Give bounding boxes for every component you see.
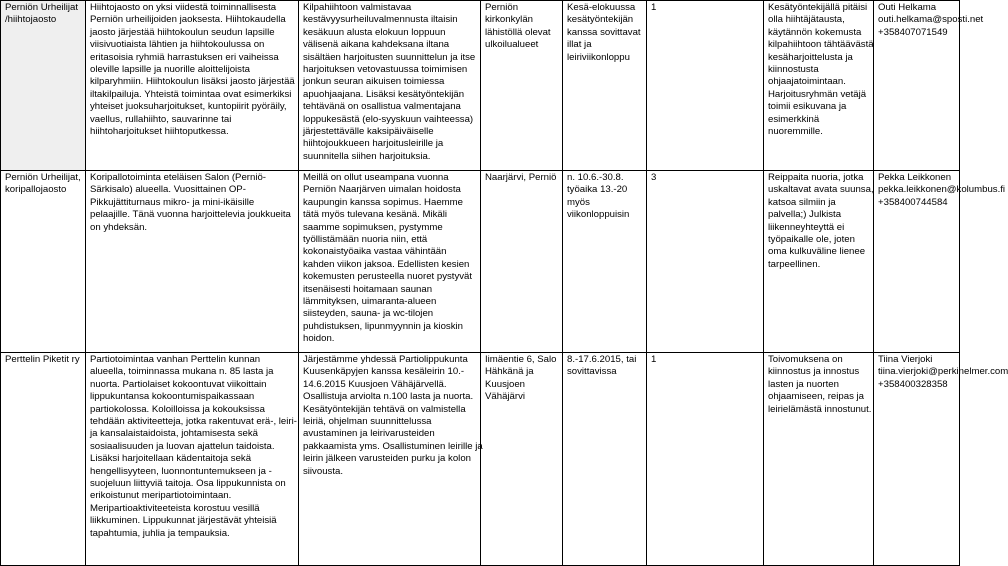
- cell-text-line: Iimäentie 6, Salo: [485, 354, 557, 365]
- cell-text-line: Perniön Urheilijat,: [5, 172, 81, 183]
- cell-text-line: Kuusenkäpyjen kanssa kesäleirin 10.-: [303, 366, 465, 378]
- cell-text-line: työaika 13.-20: [567, 184, 628, 196]
- cell-text-line: Järjestämme yhdessä Partiolippukunta: [303, 354, 468, 365]
- contact-cell: [874, 1, 984, 171]
- cell-text-line: Partiotoimintaa vanhan Perttelin kunnan: [90, 354, 261, 365]
- cell-text-line: tapahtumia, juhlia ja tempauksia.: [90, 527, 230, 539]
- cell-text-line: tehdään aktiviteetteja, jotka rakentuvat erä-, leiri-: [90, 416, 297, 428]
- cell-text-line: Naarjärvi, Perniö: [485, 172, 557, 183]
- cell-text-line: Pekka Leikkonen: [878, 172, 952, 183]
- table-row: [1, 171, 960, 353]
- table-body: [1, 1, 1008, 566]
- cell-text-line: siisteyden, sauna- ja wc-tilojen: [303, 308, 434, 320]
- cell-text-line: outi.helkama@sposti.net: [878, 14, 984, 26]
- cell-text-line: Kesä-elokuussa: [567, 2, 636, 13]
- cell-text-line: Perniön Urheilijat: [5, 2, 79, 13]
- location-cell: [481, 1, 563, 171]
- cell-text-line: /hiihtojaosto: [5, 14, 57, 26]
- cell-text-line: kanssa sovittavat: [567, 26, 641, 38]
- cell-text-line: tätä myös tulevana kesänä. Mikäli: [303, 209, 447, 221]
- cell-text-line: kilparyhmiin. Hiihtokoulun lisäksi jaosto järjestää: [90, 76, 295, 88]
- cell-text-line: koripallojaosto: [5, 184, 67, 196]
- cell-text-line: Harjoitusryhmän vetäjä: [768, 88, 867, 100]
- cell-text-line: kilpahiihtoon tähtäävästä: [768, 39, 874, 51]
- cell-text-line: lippukuntansa kokoontumispaikassaan: [90, 391, 255, 403]
- cell-text-line: viisivuotiaista lähtien ja hiihtokoulussa on: [90, 39, 265, 51]
- cell-text-line: oleville lapsille ja nuorille aloittelijoista: [90, 64, 250, 76]
- cell-text-line: ohjaamiseen, reipas ja: [768, 391, 864, 403]
- cell-text-line: +358400328358: [878, 378, 948, 390]
- cell-text-line: palvella;) Julkista: [768, 209, 842, 221]
- cell-text-line: hoidon.: [303, 333, 335, 345]
- cell-text-line: Koripallotoiminta eteläisen Salon (Perniö-: [90, 172, 266, 183]
- cell-text-line: loppukesästä (elo-syyskuun vaihteessa): [303, 113, 474, 125]
- cell-text-line: Reippaita nuoria, jotka: [768, 172, 864, 183]
- cell-text-line: lasten ja nuorten: [768, 378, 839, 390]
- cell-text-line: +358407071549: [878, 26, 948, 38]
- cell-text-line: lämmityksen, uimaranta-alueen: [303, 296, 437, 308]
- cell-text-line: Pikkujättiturnaus mikro- ja mini-ikäisille: [90, 196, 255, 208]
- cell-text-line: oma kulkuväline lienee: [768, 246, 866, 258]
- cell-text-line: saamme sopimuksen, pystymme: [303, 221, 443, 233]
- cell-text-line: liikenneyhteyttä ei: [768, 221, 845, 233]
- cell-text-line: +358400744584: [878, 196, 948, 208]
- requirements-cell: [764, 1, 874, 171]
- location-cell: [481, 353, 563, 566]
- cell-text-line: sosiaalisuuden ja luovan ajattelun taidoista.: [90, 440, 275, 452]
- cell-text-line: Perniön urheilijoiden jaoksesta. Hiihtokaudella: [90, 14, 286, 26]
- cell-text-line: lähistöllä olevat: [485, 26, 551, 38]
- cell-text-line: sovittavissa: [567, 366, 617, 378]
- cell-text-line: pakkaamista yms. Osallistuminen leirille ja: [303, 440, 483, 452]
- cell-text-line: Meripartioaktiviteeteista korostuu vesillä: [90, 502, 260, 514]
- cell-text-line: jaosto järjestää hiihtokoulun seudun lapsille: [90, 26, 275, 38]
- requirements-cell: [764, 171, 874, 353]
- cell-text-line: vaellus, rullahiihto, sauvarinne tai: [90, 113, 232, 125]
- cell-text-line: toimii esikuvana ja: [768, 101, 847, 113]
- cell-text-line: Perniön Naarjärven uimalan hoidosta: [303, 184, 461, 196]
- cell-text-line: esimerkkinä: [768, 113, 820, 125]
- cell-text-line: puhdistuksen, lipunmyynnin ja kioskin: [303, 320, 463, 332]
- cell-text-line: Osallistuja arviolta n.100 lasta ja nuorta.: [303, 391, 474, 403]
- cell-text-line: jonkun seuran aikuisen toimiessa: [303, 76, 445, 88]
- activity-description-cell: [86, 171, 299, 353]
- cell-text-line: käytännön kokemusta: [768, 26, 862, 38]
- cell-text-line: kokemusten perusteella nuoret pystyvät: [303, 271, 473, 283]
- contact-cell: [874, 353, 1008, 566]
- cell-text-line: hiihtoharjoitukset hiihtoputkessa.: [90, 126, 229, 138]
- cell-text-line: leiriä, ohjelman suunnittelussa: [303, 416, 432, 428]
- cell-text-line: työllistämään nuoria niin, että: [303, 234, 428, 246]
- cell-text-line: kahden viikon jaksoa. Edellisten kesien: [303, 258, 470, 270]
- cell-text-line: Perniön: [485, 2, 519, 13]
- contact-cell: [874, 171, 1006, 353]
- cell-text-line: kokonaistyöaika vastaa vähintään: [303, 246, 447, 258]
- cell-text-line: välisenä aikana kahdeksana iltana: [303, 39, 450, 51]
- cell-text-line: pekka.leikkonen@kolumbus.fi: [878, 184, 1006, 196]
- cell-text-line: Outi Helkama: [878, 2, 937, 13]
- table-row: [1, 1, 960, 171]
- cell-text-line: Tiina Vierjoki: [878, 354, 933, 365]
- cell-text-line: itsenäisesti hoitamaan saunan: [303, 283, 433, 295]
- cell-text-line: liikkuminen. Lippukunnat järjestävät yhteisiä: [90, 515, 277, 527]
- cell-text-line: Hiihtojaosto on yksi viidestä toiminnallisesta: [90, 2, 277, 13]
- cell-text-line: avustaminen ja leirivarusteiden: [303, 428, 435, 440]
- cell-text-line: siivousta.: [303, 465, 343, 477]
- cell-text-line: uskaltavat avata suunsa,: [768, 184, 874, 196]
- cell-text-line: 3: [651, 172, 657, 183]
- cell-text-line: suunnitella siihen harjoituksia.: [303, 150, 431, 162]
- cell-text-line: nuoremmille.: [768, 126, 823, 138]
- cell-text-line: suojeluun liittyviä taitoja. Osa lippukunnista on: [90, 478, 286, 490]
- organization-cell: [1, 171, 86, 353]
- cell-text-line: työpaikalle ole, joten: [768, 234, 855, 246]
- period-cell: [563, 353, 647, 566]
- table-row: [1, 353, 960, 566]
- cell-text-line: Kesätyöntekijällä pitäisi: [768, 2, 868, 13]
- cell-text-line: on yhdeksän.: [90, 221, 148, 233]
- cell-text-line: olla hiihtäjätausta,: [768, 14, 845, 26]
- cell-text-line: partiokolossa. Koloilloissa ja kokouksissa: [90, 403, 265, 415]
- cell-text-line: 1: [651, 354, 657, 365]
- period-cell: [563, 1, 647, 171]
- cell-text-line: 8.-17.6.2015, tai: [567, 354, 637, 365]
- cell-text-line: Toivomuksena on: [768, 354, 843, 365]
- positions-count-cell: [647, 1, 764, 171]
- cell-text-line: erikoistunut meripartiotoimintaan.: [90, 490, 232, 502]
- cell-text-line: eritasoisia ryhmiä harrastuksen eri vaiheissa: [90, 51, 279, 63]
- activity-description-cell: [86, 1, 299, 171]
- cell-text-line: n. 10.6.-30.8.: [567, 172, 624, 183]
- location-cell: [481, 171, 563, 353]
- cell-text-line: tiina.vierjoki@perkinelmer.com: [878, 366, 1008, 378]
- cell-text-line: nuorta. Partiolaiset kokoontuvat viikoittain: [90, 378, 267, 390]
- cell-text-line: ja kansalaistaidoista, johtamisesta sekä: [90, 428, 258, 440]
- cell-text-line: järjestettävälle kaksipäiväiselle: [303, 126, 434, 138]
- cell-text-line: 14.6.2015 Kuusjoen Vähäjärvellä.: [303, 378, 447, 390]
- cell-text-line: kiinnostusta: [768, 64, 819, 76]
- cell-text-line: iltakilpailuja. Yhteistä toimintaa ovat esimerkiksi: [90, 88, 292, 100]
- positions-count-cell: [647, 171, 764, 353]
- cell-text-line: kesäkuun alusta elokuun loppuun: [303, 26, 446, 38]
- cell-text-line: leirielämästä innostunut.: [768, 403, 872, 415]
- cell-text-line: Vähäjärvi: [485, 391, 525, 403]
- job-description-cell: [299, 1, 481, 171]
- organization-cell: [1, 353, 86, 566]
- cell-text-line: Kuusjoen: [485, 378, 526, 390]
- cell-text-line: kestävyysurheiluvalmennusta iltaisin: [303, 14, 458, 26]
- cell-text-line: kaupungin kanssa sopimus. Haemme: [303, 196, 463, 208]
- cell-text-line: ulkoilualueet: [485, 39, 539, 51]
- cell-text-line: kiinnostus ja innostus: [768, 366, 860, 378]
- organization-cell: [1, 1, 86, 171]
- cell-text-line: apuohjaajana. Lisäksi kesätyöntekijän: [303, 88, 465, 100]
- cell-text-line: myös: [567, 196, 590, 208]
- cell-text-line: katsoa silmiin ja: [768, 196, 836, 208]
- positions-count-cell: [647, 353, 764, 566]
- activity-description-cell: [86, 353, 299, 566]
- period-cell: [563, 171, 647, 353]
- requirements-cell: [764, 353, 874, 566]
- cell-text-line: viikonloppuisin: [567, 209, 630, 221]
- cell-text-line: kirkonkylän: [485, 14, 533, 26]
- cell-text-line: Lisäksi harjoitellaan kädentaitoja sekä: [90, 453, 252, 465]
- cell-text-line: harjoituksen vetovastuussa toimimisen: [303, 64, 468, 76]
- cell-text-line: Hähkänä ja: [485, 366, 534, 378]
- cell-text-line: tarpeellinen.: [768, 258, 821, 270]
- cell-text-line: sisältäen harjoitusten suunnittelun ja itse: [303, 51, 476, 63]
- cell-text-line: Särkisalo) alueella. Vuosittainen OP-: [90, 184, 246, 196]
- job-description-cell: [299, 171, 481, 353]
- cell-text-line: tehtävänä on osallistua valmentajana: [303, 101, 461, 113]
- cell-text-line: leirin jälkeen varusteiden purku ja kolon: [303, 453, 471, 465]
- cell-text-line: 1: [651, 2, 657, 13]
- cell-text-line: kesätyöntekijän: [567, 14, 634, 26]
- cell-text-line: hengellisyyteen, luonnontuntemukseen ja -: [90, 465, 272, 477]
- cell-text-line: leiriviikonloppu: [567, 51, 630, 63]
- cell-text-line: illat ja: [567, 39, 592, 51]
- cell-text-line: Kesätyöntekijän tehtävä on valmistella: [303, 403, 466, 415]
- cell-text-line: kesäharjoittelusta ja: [768, 51, 853, 63]
- cell-text-line: hiihtojoukkueen harjoitusleirille ja: [303, 138, 444, 150]
- cell-text-line: alueella, toiminnassa mukana n. 85 lasta ja: [90, 366, 274, 378]
- cell-text-line: ohjaajatoimintaan.: [768, 76, 846, 88]
- cell-text-line: pelaajille. Tänä vuonna harjoittelevia joukkueita: [90, 209, 291, 221]
- cell-text-line: Meillä on ollut useampana vuonna: [303, 172, 449, 183]
- cell-text-line: yhteiset juoksuharjoitukset, kuntopiirit pyöräily,: [90, 101, 287, 113]
- cell-text-line: Kilpahiihtoon valmistavaa: [303, 2, 412, 13]
- cell-text-line: Perttelin Piketit ry: [5, 354, 80, 365]
- job-description-cell: [299, 353, 481, 566]
